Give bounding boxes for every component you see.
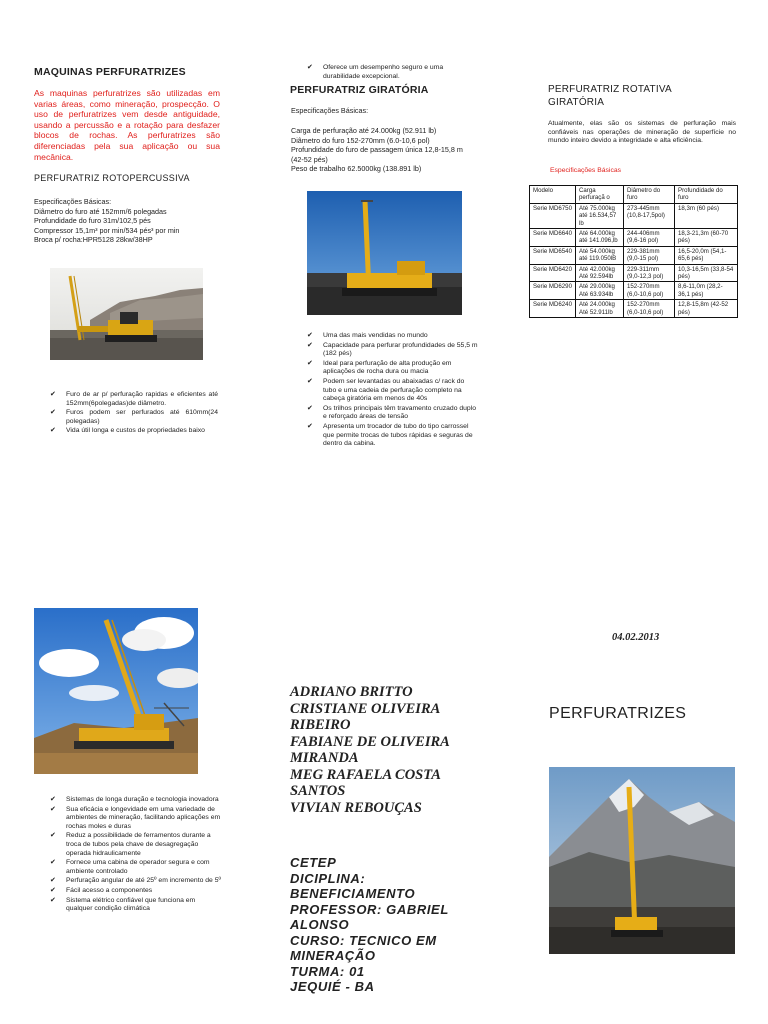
author-names	[290, 684, 490, 816]
col1-specs	[34, 197, 224, 245]
table-cell: 18,3-21,3m (60-70 pés)	[675, 229, 738, 247]
info-line: JEQUIÉ - BA	[290, 979, 375, 994]
table-row	[530, 264, 738, 282]
list-item: ✔ Fornece uma cabina de operador segura e com ambiente controlado	[50, 859, 222, 876]
table-cell: 229-311mm (9,0-12,3 pol)	[624, 264, 675, 282]
table-cell: 152-270mm (6,0-10,6 pol)	[624, 282, 675, 300]
col2-spec-title: Especificações Básicas:	[291, 106, 369, 115]
col3-intro: Atualmente, elas são os sistemas de perfuração mais confiáveis nas operações de mineração de superfície no mundo inteiro devido a integridade e alta eficiência.	[548, 120, 736, 145]
cover-title: PERFURATRIZES	[549, 705, 687, 722]
author-line: CRISTIANE OLIVEIRA	[290, 700, 441, 717]
table-cell: Até 75.000kg até 16.534,57 lb	[576, 203, 624, 228]
spec-line: Diâmetro do furo 152-270mm (6.0-10,6 pol)	[291, 135, 430, 145]
author-line: RIBEIRO	[290, 717, 351, 733]
author-line: SANTOS	[290, 783, 346, 799]
spec-line: Profundidade do furo de passagem única 12,8-15,8 m (42-52 pés)	[291, 145, 463, 164]
table-cell: 229-381mm (9,0-15 pol)	[624, 246, 675, 264]
spec-line: Compressor 15,1m³ por min/534 pés³ por min	[34, 225, 180, 235]
table-cell: Até 54.000kg até 119.050lB	[576, 246, 624, 264]
table-row	[530, 229, 738, 247]
table-row	[530, 300, 738, 318]
info-line: DICIPLINA:	[290, 870, 366, 886]
list-item: ✔ Sistemas de longa duração e tecnologia inovadora	[50, 796, 222, 805]
table-cell: 12,8-15,8m (42-52 pés)	[675, 300, 738, 318]
list-item: ✔ Furos podem ser perfurados até 610mm(24 polegadas)	[50, 409, 218, 426]
spec-line: Profundidade do furo 31m/102,5 pés	[34, 216, 151, 225]
drill-rig-photo-3	[307, 191, 462, 315]
author-line: MEG RAFAELA COSTA	[290, 766, 441, 783]
list-item: ✔ Fácil acesso a componentes	[50, 887, 222, 896]
spec-line: Carga de perfuração até 24.000kg (52.911 lb)	[291, 126, 437, 135]
spec-line: Diâmetro do furo até 152mm/6 polegadas	[34, 206, 167, 216]
table-cell: Até 64.000kg até 141.096,lb	[576, 229, 624, 247]
table-cell: Serie MD6290	[530, 282, 576, 300]
drill-rig-photo-4	[549, 767, 735, 954]
author-line: FABIANE DE OLIVEIRA	[290, 733, 450, 750]
spec-table	[529, 185, 738, 318]
info-line: TURMA: 01	[290, 963, 365, 979]
col2-title: PERFURATRIZ GIRATÓRIA	[290, 84, 429, 96]
list-item: ✔ Uma das mais vendidas no mundo	[307, 332, 479, 341]
col1-bullets-2	[50, 796, 222, 915]
info-line: MINERAÇÃO	[290, 948, 376, 963]
table-cell: Até 29.000kg Até 63.934lb	[576, 282, 624, 300]
spec-line: Peso de trabalho 62.5000kg (138.891 lb)	[291, 164, 422, 173]
col2-specs	[291, 126, 471, 174]
drill-rig-photo-2	[34, 608, 198, 774]
info-line: BENEFICIAMENTO	[290, 886, 416, 901]
info-line: PROFESSOR: GABRIEL	[290, 901, 449, 917]
list-item: ✔ Ideal para perfuração de alta produção em aplicações de rocha dura ou macia	[307, 360, 479, 377]
list-item: ✔ Apresenta um trocador de tubo do tipo carrossel que permite trocas de tubos rápidas e seguras de dentro da cabina.	[307, 423, 479, 449]
author-line: ADRIANO BRITTO	[290, 684, 413, 700]
list-item: ✔ Vida útil longa e custos de propriedades baixo	[50, 427, 218, 436]
list-item: ✔ Perfuração angular de até 25º em incremento de 5º	[50, 877, 222, 886]
col3-title-line: PERFURATRIZ ROTATIVA	[548, 84, 672, 95]
author-line: MIRANDA	[290, 750, 359, 766]
col2-top-bullets	[307, 64, 479, 82]
table-cell: Serie MD6640	[530, 229, 576, 247]
course-info	[290, 855, 490, 995]
col3-spec-title: Especificações Básicas	[550, 167, 622, 174]
table-cell: 273-445mm (10,8-17,5pol)	[624, 203, 675, 228]
table-cell: 18,3m (60 pés)	[675, 203, 738, 228]
table-cell: Serie MD6420	[530, 264, 576, 282]
table-header-row	[530, 186, 738, 204]
author-line: VIVIAN REBOUÇAS	[290, 799, 422, 816]
list-item: ✔ Sistema elétrico confiável que funciona em qualquer condição climática	[50, 897, 222, 914]
table-header: Carga perfuraçã o	[576, 186, 624, 204]
table-cell: Serie MD6240	[530, 300, 576, 318]
info-line: ALONSO	[290, 917, 350, 932]
col1-title: MAQUINAS PERFURATRIZES	[34, 66, 186, 78]
spec-line: Broca p/ rocha:HPR5128 28kw/38HP	[34, 235, 153, 244]
col3-title	[548, 83, 672, 109]
list-item: ✔ Podem ser levantadas ou abaixadas c/ rack do tubo e uma cadeia de perfuração completo na cabeça giratória em menos de 40s	[307, 378, 479, 404]
table-row	[530, 246, 738, 264]
table-row	[530, 203, 738, 228]
list-item: ✔ Os trilhos principais têm travamento cruzado duplo e reforçado áreas de tensão	[307, 405, 479, 422]
col3-title-line: GIRATÓRIA	[548, 97, 605, 108]
table-row	[530, 282, 738, 300]
col2-bullets	[307, 332, 479, 450]
table-cell: 244-406mm (9,6-16 pol)	[624, 229, 675, 247]
table-cell: 16,5-20,0m (54,1-65,6 pés)	[675, 246, 738, 264]
spec-title: Especificações Básicas:	[34, 197, 112, 206]
table-header: Modelo	[530, 186, 576, 204]
table-header: Diâmetro do furo	[624, 186, 675, 204]
list-item: ✔ Oferece um desempenho seguro e uma durabilidade excepcional.	[307, 64, 479, 81]
list-item: ✔ Sua eficácia e longevidade em uma variedade de ambientes de mineração, facilitando aplicações em rochas moles e duras	[50, 806, 222, 832]
list-item: ✔ Reduz a possibilidade de ferramentos durante a troca de tubos pela chave de desagregação operada hidraulicamente	[50, 832, 222, 858]
col1-bullets	[50, 391, 218, 437]
drill-rig-photo-1	[50, 268, 203, 360]
list-item: ✔ Furo de ar p/ perfuração rapidas e eficientes até 152mm(6polegadas)de diâmetro.	[50, 391, 218, 408]
info-line: CETEP	[290, 855, 337, 870]
table-cell: Até 42.000kg Até 92.594lb	[576, 264, 624, 282]
table-cell: Serie MD6540	[530, 246, 576, 264]
table-cell: 10,3-16,5m (33,8-54 pés)	[675, 264, 738, 282]
table-cell: Serie MD6750	[530, 203, 576, 228]
date-label: 04.02.2013	[612, 632, 660, 643]
list-item: ✔ Capacidade para perfurar profundidades de 55,5 m (182 pés)	[307, 342, 479, 359]
col1-subtitle: PERFURATRIZ ROTOPERCUSSIVA	[34, 173, 190, 183]
col1-intro: As maquinas perfuratrizes são utilizadas em varias áreas, como mineração, prospecção. O uso de perfuratrizes vem desde antiguidade, usando a percussão e a rotação para desfazer blocos de rochas. As perfuratrizes são diferenciadas pela sua aplicação ou sua mecânica.	[34, 88, 220, 162]
table-cell: 152-270mm (6,0-10,6 pol)	[624, 300, 675, 318]
table-cell: 8,6-11,0m (28,2-36,1 pés)	[675, 282, 738, 300]
table-cell: Até 24.000kg Até 52.911lb	[576, 300, 624, 318]
table-header: Profundidade do furo	[675, 186, 738, 204]
info-line: CURSO: TECNICO EM	[290, 932, 437, 948]
